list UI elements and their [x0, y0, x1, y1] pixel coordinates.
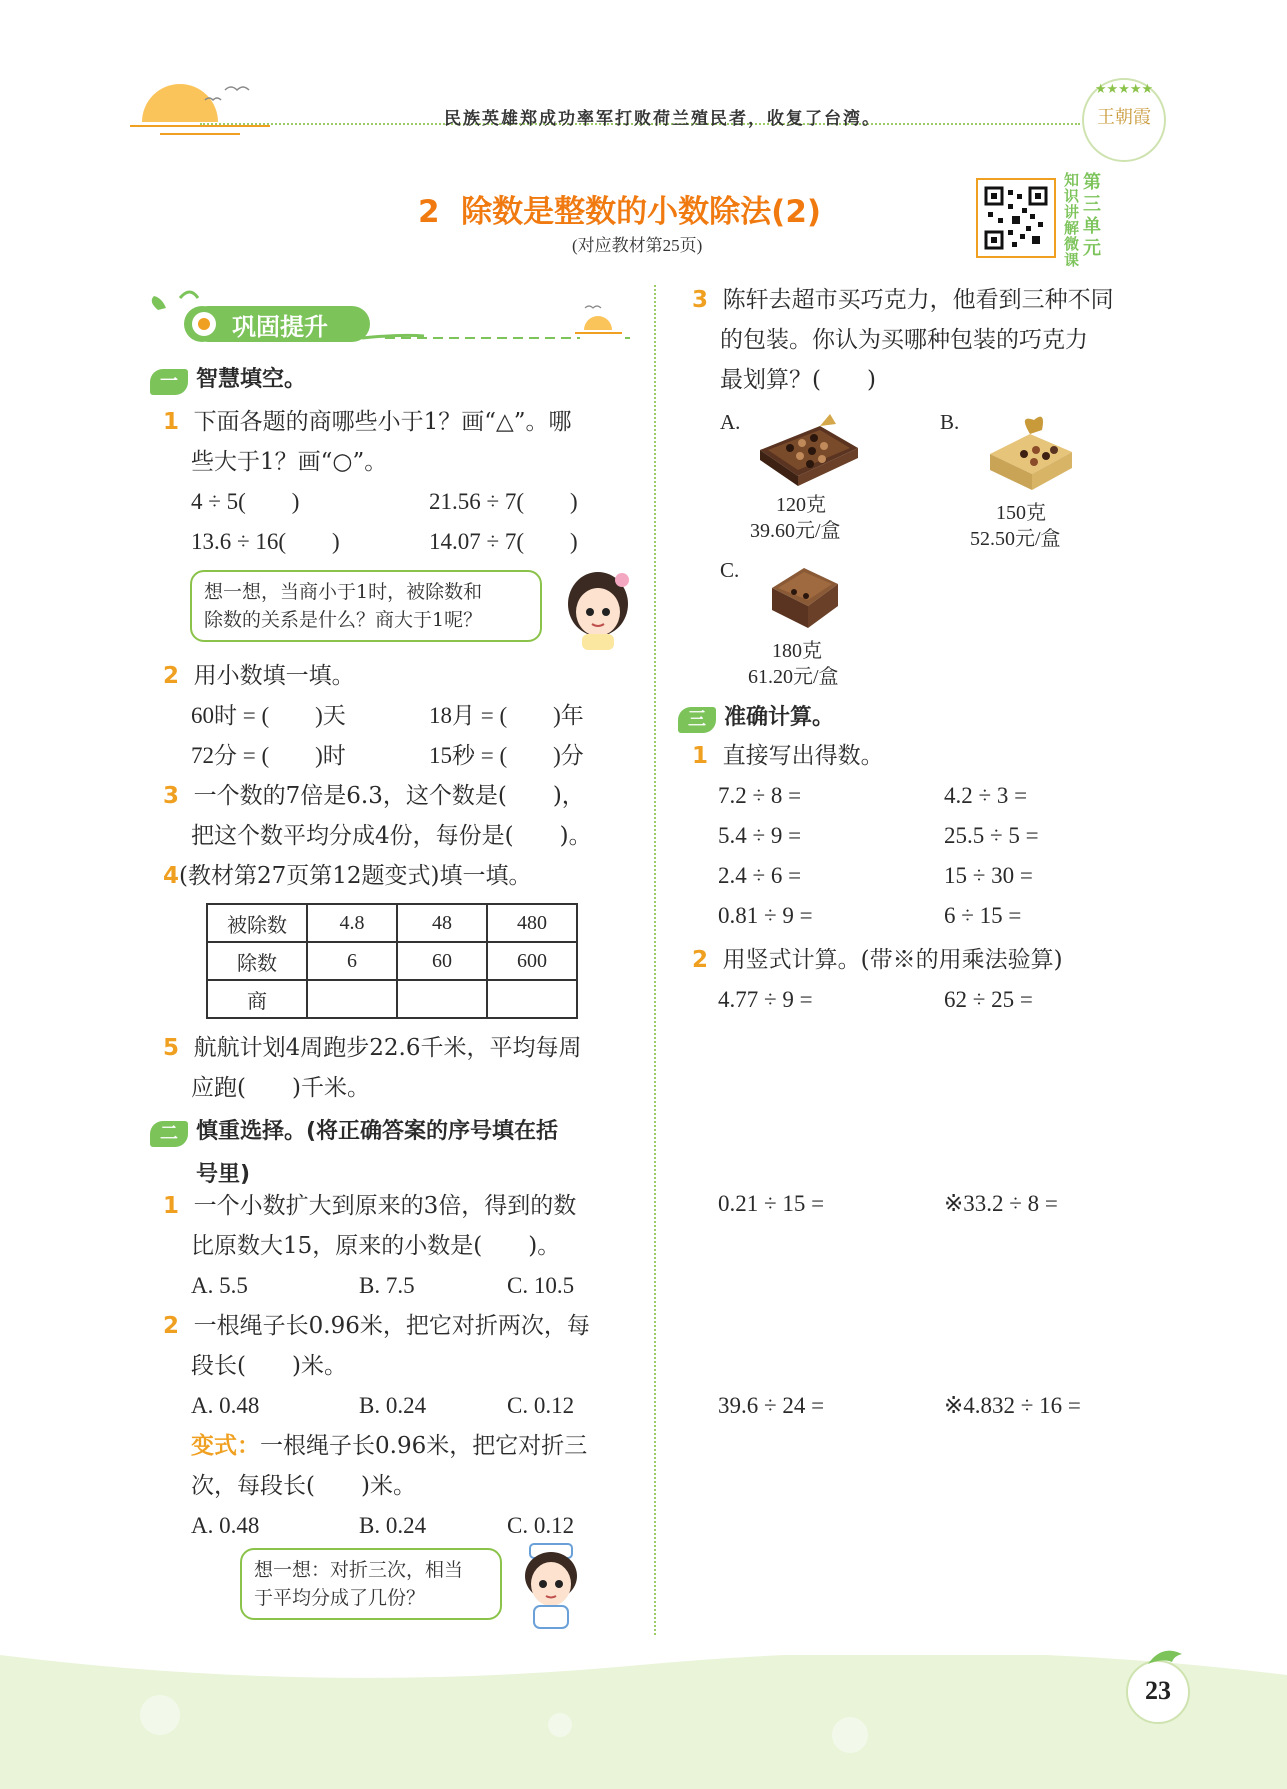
s1-q2-item-c[interactable]: 72分 = ( )时 [191, 743, 346, 768]
r-q3-option-a[interactable] [720, 410, 880, 546]
r-q3-option-a-label: A. [720, 410, 741, 434]
title-number: 2 [418, 194, 440, 230]
r-q3-option-b-weight: 150克 [996, 502, 1046, 524]
s1-q3-line1[interactable]: 一个数的7倍是6.3，这个数是( )， [193, 783, 585, 809]
s1-q3-number: 3 [163, 783, 180, 809]
s2-q2-variant-option-b[interactable]: B. 0.24 [359, 1513, 427, 1538]
s1-q4 [163, 856, 643, 896]
s2-q2-variant-label: 变式： [191, 1433, 260, 1459]
s3-q2-item[interactable]: 62 ÷ 25 = [944, 987, 1033, 1012]
answer-cell[interactable] [307, 980, 397, 1018]
table-row [207, 980, 577, 1018]
banner-text: 巩固提升 [232, 313, 328, 341]
s3-q1-item[interactable]: 4.2 ÷ 3 = [944, 783, 1028, 808]
s3-q2-text: 用竖式计算。(带※的用乘法验算) [722, 947, 1063, 973]
hint-bubble-1-line2: 除数的关系是什么？商大于1呢？ [204, 609, 483, 631]
table-cell: 被除数 [207, 904, 307, 942]
s3-q2-item[interactable]: ※4.832 ÷ 16 = [944, 1393, 1081, 1418]
s1-q2-text: 用小数填一填。 [193, 663, 355, 689]
section1-header [150, 362, 306, 395]
s1-q2-item-a[interactable]: 60时 = ( )天 [191, 703, 346, 728]
s1-q2-number: 2 [163, 663, 180, 689]
qr-unit: 第三单元 [1083, 172, 1101, 259]
section2-title-line1: 慎重选择。(将正确答案的序号填在括 [196, 1119, 559, 1144]
s2-q1-line2[interactable]: 比原数大15，原来的小数是( )。 [191, 1233, 561, 1259]
r-q3-option-b-label: B. [940, 410, 960, 434]
s1-q1-number: 1 [163, 409, 180, 435]
page-number: 23 [1145, 1676, 1171, 1705]
table-cell: 48 [397, 904, 487, 942]
r-q3-option-a-price: 39.60元/盒 [750, 520, 841, 542]
s3-q1-text: 直接写出得数。 [722, 743, 884, 769]
s2-q2 [163, 1306, 643, 1546]
s2-q2-option-b[interactable]: B. 0.24 [359, 1393, 427, 1418]
logo-badge [1082, 78, 1166, 162]
s1-q1-item-a[interactable]: 4 ÷ 5( ) [191, 489, 300, 514]
r-q3-option-c[interactable] [720, 558, 880, 688]
section1-title: 智慧填空。 [196, 367, 307, 392]
r-q3-option-a-weight: 120克 [776, 494, 826, 516]
s1-q1 [163, 402, 643, 562]
r-q3-number: 3 [692, 287, 709, 313]
page-subtitle: (对应教材第25页) [572, 236, 703, 255]
banner [150, 288, 630, 344]
s2-q1-line1: 一个小数扩大到原来的3倍，得到的数 [193, 1193, 577, 1219]
s3-q1-item[interactable]: 6 ÷ 15 = [944, 903, 1022, 928]
r-q3-line1: 陈轩去超市买巧克力，他看到三种不同 [722, 287, 1114, 313]
s1-q1-line1: 下面各题的商哪些小于1？画“△”。哪 [193, 409, 572, 435]
hint-bubble-2-line2: 于平均分成了几份？ [254, 1587, 426, 1609]
dolphin-icon [1146, 1646, 1186, 1670]
s3-q1-item[interactable]: 15 ÷ 30 = [944, 863, 1033, 888]
chocolate-box-c-icon [764, 558, 844, 634]
s3-q1-item[interactable]: 0.81 ÷ 9 = [718, 903, 813, 928]
s1-q2-item-b[interactable]: 18月 = ( )年 [429, 703, 584, 728]
s3-q2-row2 [718, 1184, 1178, 1224]
chocolate-box-b-icon [980, 410, 1080, 500]
section3-badge: 三 [678, 707, 716, 733]
s3-q1-item[interactable]: 7.2 ÷ 8 = [718, 783, 802, 808]
r-q3-option-c-price: 61.20元/盒 [748, 666, 839, 688]
r-q3-option-b-price: 52.50元/盒 [970, 528, 1061, 550]
r-q3-option-b[interactable] [940, 410, 1100, 550]
s1-q3-line2[interactable]: 把这个数平均分成4份，每份是( )。 [191, 823, 592, 849]
header-sun-decoration [120, 70, 350, 140]
s2-q2-option-c[interactable]: C. 0.12 [507, 1393, 575, 1418]
s1-q4-text: (教材第27页第12题变式)填一填。 [179, 863, 532, 889]
table-cell: 商 [207, 980, 307, 1018]
s3-q2-number: 2 [692, 947, 709, 973]
s3-q2-row3 [718, 1386, 1178, 1426]
hint-bubble-1 [190, 570, 542, 642]
s1-q3 [163, 776, 643, 856]
hint-bubble-1-line1: 想一想，当商小于1时，被除数和 [204, 581, 483, 603]
page-title [418, 186, 821, 231]
table-cell: 480 [487, 904, 577, 942]
table-cell: 除数 [207, 942, 307, 980]
r-q3-option-c-label: C. [720, 558, 740, 582]
s2-q2-variant-line1: 一根绳子长0.96米，把它对折三 [260, 1433, 588, 1459]
s3-q1-number: 1 [692, 743, 709, 769]
r-q3-line2: 的包装。你认为买哪种包装的巧克力 [720, 327, 1088, 353]
footer-background [0, 1655, 1287, 1789]
s2-q2-option-a[interactable]: A. 0.48 [191, 1393, 260, 1418]
table-cell: 4.8 [307, 904, 397, 942]
hint-bubble-2-line1: 想一想：对折三次，相当 [254, 1559, 464, 1581]
s3-q2-item[interactable]: ※33.2 ÷ 8 = [944, 1191, 1058, 1216]
s2-q2-line1: 一根绳子长0.96米，把它对折两次，每 [193, 1313, 590, 1339]
s2-q2-variant-option-a[interactable]: A. 0.48 [191, 1513, 260, 1538]
s3-q1-item[interactable]: 5.4 ÷ 9 = [718, 823, 802, 848]
s3-q2-item[interactable]: 4.77 ÷ 9 = [718, 987, 813, 1012]
s3-q1 [692, 736, 1172, 936]
qr-code-icon [984, 186, 1048, 250]
s1-q5-line2[interactable]: 应跑( )千米。 [191, 1075, 370, 1101]
s1-q5-number: 5 [163, 1035, 180, 1061]
answer-cell[interactable] [487, 980, 577, 1018]
s3-q1-item[interactable]: 2.4 ÷ 6 = [718, 863, 802, 888]
s1-q5-line1: 航航计划4周跑步22.6千米，平均每周 [193, 1035, 582, 1061]
table-cell: 6 [307, 942, 397, 980]
section2-header [150, 1114, 650, 1188]
s1-q4-number: 4 [163, 863, 180, 889]
title-text: 除数是整数的小数除法(2) [461, 194, 822, 230]
banner-shape [150, 288, 630, 344]
girl-avatar [560, 562, 638, 650]
s1-q4-table [206, 903, 578, 1019]
table-cell: 60 [397, 942, 487, 980]
section3-title: 准确计算。 [724, 705, 835, 730]
s3-q1-item[interactable]: 25.5 ÷ 5 = [944, 823, 1039, 848]
s1-q2-item-d[interactable]: 15秒 = ( )分 [429, 743, 584, 768]
r-q3-option-c-weight: 180克 [772, 640, 822, 662]
table-row [207, 904, 577, 942]
s1-q1-item-c[interactable]: 13.6 ÷ 16( ) [191, 529, 340, 554]
s2-q1-option-b[interactable]: B. 7.5 [359, 1273, 415, 1298]
s1-q1-item-b[interactable]: 21.56 ÷ 7( ) [429, 489, 578, 514]
s1-q5 [163, 1028, 643, 1108]
page-number-badge [1126, 1660, 1190, 1724]
r-q3-line3[interactable]: 最划算？( ) [720, 367, 876, 393]
s2-q1-number: 1 [163, 1193, 180, 1219]
section1-badge: 一 [150, 369, 188, 395]
table-row [207, 942, 577, 980]
s2-q2-variant-option-c[interactable]: C. 0.12 [507, 1513, 575, 1538]
nurse-avatar [516, 1540, 586, 1632]
section2-badge: 二 [150, 1121, 188, 1147]
s3-q2-item[interactable]: 39.6 ÷ 24 = [718, 1393, 825, 1418]
s2-q2-line2[interactable]: 段长( )米。 [191, 1353, 347, 1379]
logo-text: 王朝霞 [1097, 107, 1151, 128]
s2-q2-number: 2 [163, 1313, 180, 1339]
s3-q2-item[interactable]: 0.21 ÷ 15 = [718, 1191, 825, 1216]
column-divider [654, 285, 656, 1635]
s1-q4-table-wrap [206, 903, 578, 1019]
s2-q1 [163, 1186, 643, 1306]
qr-code[interactable] [976, 178, 1056, 258]
s2-q1-option-a[interactable]: A. 5.5 [191, 1273, 248, 1298]
header-slogan: 民族英雄郑成功率军打败荷兰殖民者，收复了台湾。 [444, 109, 881, 128]
qr-label: 知识讲解微课 [1064, 171, 1080, 269]
section2-title-line2: 号里) [196, 1161, 251, 1187]
s2-q2-variant-line2[interactable]: 次，每段长( )米。 [191, 1473, 416, 1499]
s1-q1-item-d[interactable]: 14.07 ÷ 7( ) [429, 529, 578, 554]
logo-stars: ★★★★★ [1094, 82, 1154, 97]
table-cell: 600 [487, 942, 577, 980]
hint-bubble-2 [240, 1548, 502, 1620]
section3-header [678, 700, 834, 733]
s1-q2 [163, 656, 643, 776]
chocolate-box-a-icon [750, 410, 860, 490]
r-q3 [692, 280, 1172, 400]
s1-q1-line2: 些大于1？画“○”。 [191, 449, 388, 475]
s3-q2 [692, 940, 1172, 1020]
answer-cell[interactable] [397, 980, 487, 1018]
s2-q1-option-c[interactable]: C. 10.5 [507, 1273, 575, 1298]
